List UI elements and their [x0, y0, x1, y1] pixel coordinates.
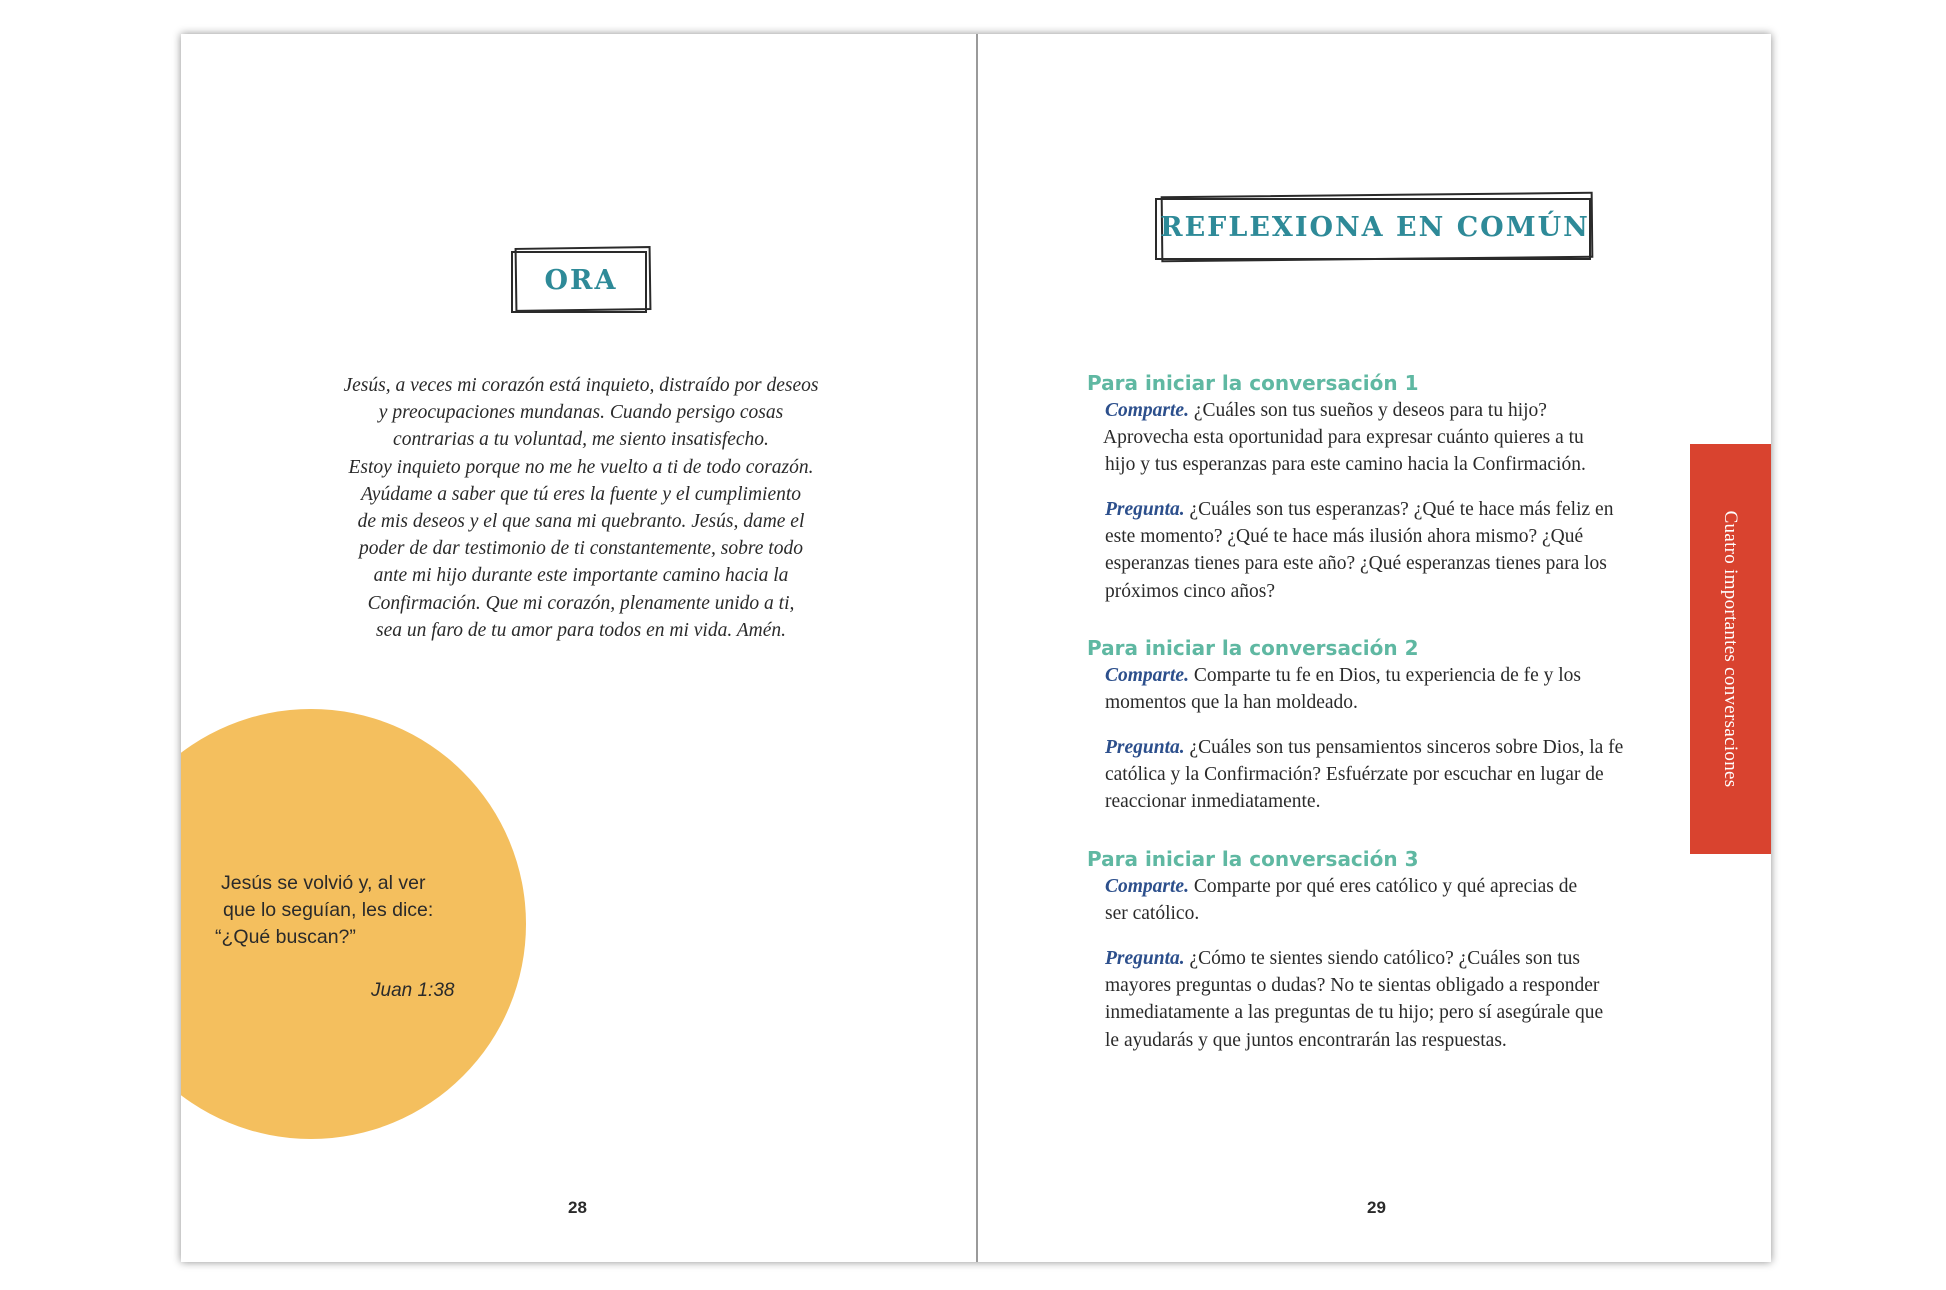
text-line	[1105, 734, 1695, 761]
reflexiona-heading: REFLEXIONA EN COMÚN	[1160, 212, 1590, 243]
prayer-line: Ayúdame a saber que tú eres la fuente y el cumplimiento	[360, 483, 802, 505]
text-line: próximos cinco años?	[1105, 580, 1276, 602]
prayer-line: Confirmación. Que mi corazón, plenamente unido a ti,	[367, 592, 795, 614]
text-span: ¿Cuáles son tus pensamientos sinceros sobre Dios, la fe	[1189, 737, 1624, 758]
text-span: ¿Cuáles son tus sueños y deseos para tu hijo?	[1193, 400, 1547, 421]
scripture-quote	[215, 870, 433, 951]
text-line: inmediatamente a las preguntas de tu hijo; pero sí asegúrale que	[1105, 1002, 1604, 1024]
text-line	[1105, 662, 1695, 689]
text-span: Comparte tu fe en Dios, tu experiencia de fe y los	[1193, 665, 1582, 686]
pregunta-label: Pregunta.	[1105, 948, 1185, 969]
comparte-label: Comparte.	[1105, 876, 1189, 897]
side-tab-label: Cuatro importantes conversaciones	[1720, 510, 1741, 788]
quote-reference: Juan 1:38	[371, 980, 455, 1001]
pregunta-label: Pregunta.	[1105, 737, 1185, 758]
text-line: hijo y tus esperanzas para este camino hacia la Confirmación.	[1105, 454, 1586, 476]
comparte-paragraph	[1105, 662, 1695, 716]
comparte-label: Comparte.	[1105, 665, 1189, 686]
reflexiona-heading-box	[1155, 194, 1595, 264]
pregunta-paragraph	[1105, 496, 1695, 605]
text-line: mayores preguntas o dudas? No te sientas obligado a responder	[1105, 975, 1600, 997]
page-number-right: 29	[1367, 1198, 1386, 1217]
ora-heading: ORA	[544, 265, 618, 296]
pregunta-paragraph	[1105, 734, 1695, 816]
text-span: ¿Cuáles son tus esperanzas? ¿Qué te hace más feliz en	[1189, 499, 1614, 520]
text-line	[1105, 873, 1695, 900]
prayer-line: Jesús, a veces mi corazón está inquieto, distraído por deseos	[343, 375, 819, 396]
ora-heading-box	[511, 249, 651, 315]
prayer-line: y preocupaciones mundanas. Cuando persigo cosas	[378, 402, 784, 424]
prayer-line: sea un faro de tu amor para todos en mi vida. Amén.	[375, 619, 786, 641]
prayer-line: de mis deseos y el que sana mi quebranto. Jesús, dame el	[357, 511, 805, 533]
pregunta-paragraph	[1105, 945, 1695, 1054]
text-line: le ayudarás y que juntos encontrarán las respuestas.	[1105, 1029, 1507, 1051]
page-number-left: 28	[568, 1198, 587, 1217]
prayer-line: ante mi hijo durante este importante camino hacia la	[373, 565, 789, 587]
prayer-text	[311, 372, 851, 644]
prayer-line: Estoy inquieto porque no me he vuelto a ti de todo corazón.	[348, 456, 814, 478]
quote-line: Jesús se volvió y, al ver	[221, 872, 426, 894]
comparte-paragraph	[1105, 873, 1695, 927]
prayer-line: contrarias a tu voluntad, me siento insatisfecho.	[393, 429, 769, 451]
comparte-paragraph	[1105, 397, 1695, 479]
pregunta-label: Pregunta.	[1105, 499, 1185, 520]
text-span: Comparte por qué eres católico y qué aprecias de	[1193, 876, 1578, 897]
text-line: reaccionar inmediatamente.	[1105, 791, 1321, 813]
text-line	[1105, 397, 1695, 424]
quote-line: que lo seguían, les dice:	[223, 899, 434, 921]
text-line: católica y la Confirmación? Esfuérzate por escuchar en lugar de	[1105, 764, 1604, 786]
comparte-label: Comparte.	[1105, 400, 1189, 421]
text-line	[1105, 945, 1695, 972]
chapter-side-tab	[1690, 444, 1771, 854]
book-spread	[181, 34, 1771, 1262]
prayer-line: poder de dar testimonio de ti constantemente, sobre todo	[359, 538, 803, 560]
quote-line: “¿Qué buscan?”	[215, 926, 356, 948]
conversation-title: Para iniciar la conversación 2	[1087, 636, 1419, 660]
text-line: Aprovecha esta oportunidad para expresar cuánto quieres a tu	[1103, 427, 1584, 449]
conversation-title: Para iniciar la conversación 3	[1087, 847, 1419, 871]
text-line	[1105, 496, 1695, 523]
text-line: ser católico.	[1105, 903, 1200, 925]
text-line: este momento? ¿Qué te hace más ilusión ahora mismo? ¿Qué	[1105, 526, 1584, 548]
text-span: ¿Cómo te sientes siendo católico? ¿Cuáles son tus	[1189, 948, 1580, 969]
left-page	[181, 34, 976, 1262]
text-line: esperanzas tienes para este año? ¿Qué esperanzas tienes para los	[1105, 553, 1607, 575]
conversation-title: Para iniciar la conversación 1	[1087, 371, 1419, 395]
text-line: momentos que la han moldeado.	[1105, 692, 1358, 714]
right-page	[977, 34, 1771, 1262]
